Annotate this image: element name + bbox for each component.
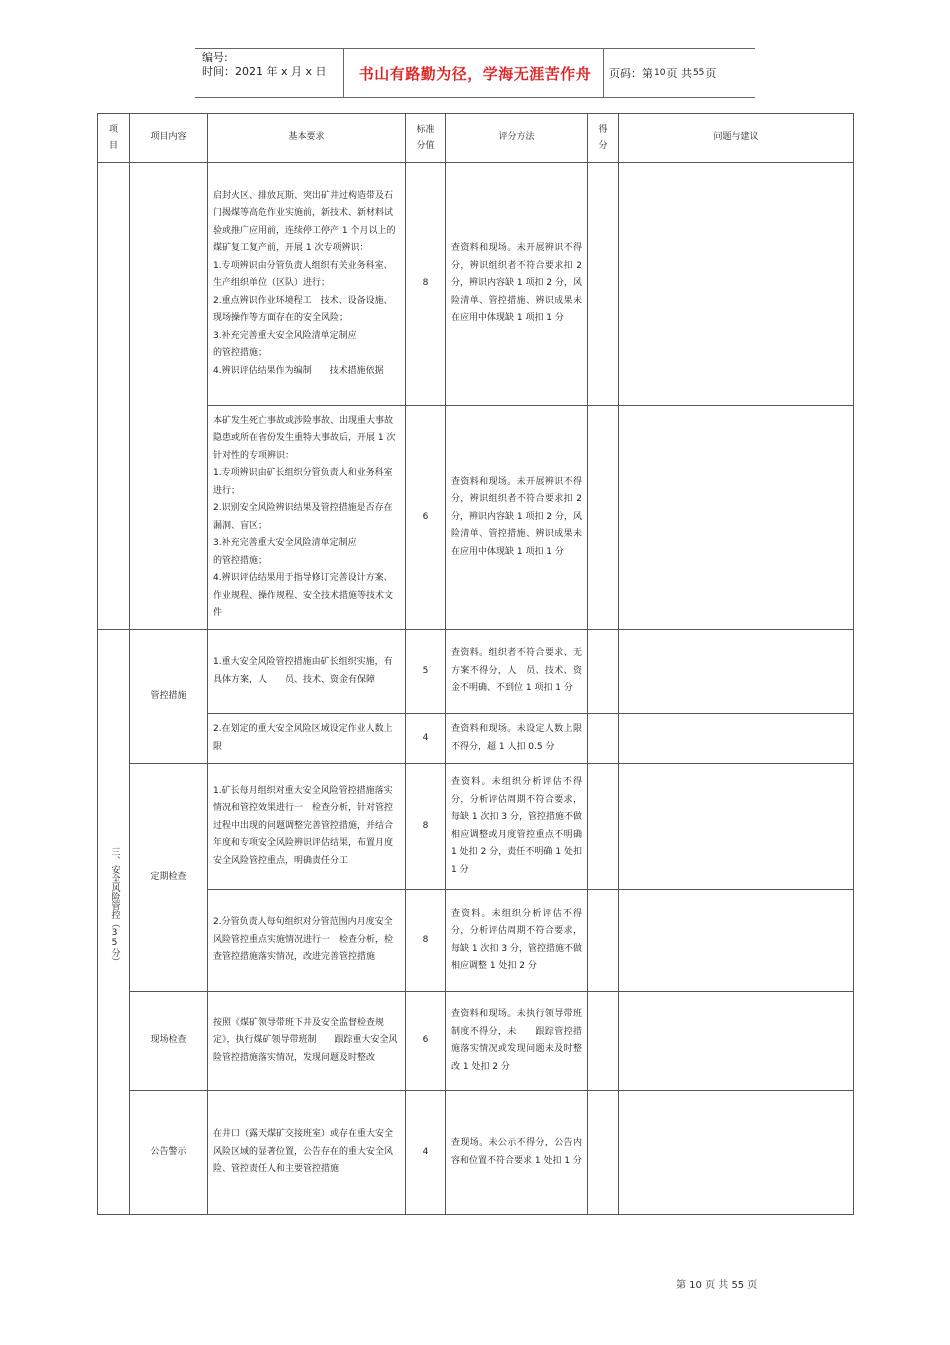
method-cell: 查资料。未组织分析评估不得分，分析评估周期不符合要求，每缺 1 次扣 3 分，管控措施不做相应调整或月度管控重点不明确 1 处扣 2 分，责任不明确 1 处扣 1 分	[446, 764, 588, 890]
content-cell: 公告警示	[130, 1091, 208, 1215]
score-cell: 6	[406, 992, 446, 1091]
requirement-cell: 1.重大安全风险管控措施由矿长组织实施，有具体方案，人 员、技术、资金有保障	[208, 630, 406, 714]
got-cell	[588, 714, 619, 764]
score-cell: 6	[406, 406, 446, 630]
requirement-cell: 1.矿长每月组织对重大安全风险管控措施落实情况和管控效果进行一 检查分析，针对管控过程中出现的问题调整完善管控措施，并结合年度和专项安全风险辨识评估结果，布置月度安全风险管控重点，明确责任分工	[208, 764, 406, 890]
got-cell	[588, 1091, 619, 1215]
item-cell	[98, 163, 130, 630]
issues-cell	[619, 630, 854, 714]
header-page-number: 页码：第 10 页 共 55 页	[609, 67, 717, 80]
table-row	[98, 163, 854, 406]
header-content: 项目内容	[130, 114, 208, 163]
got-cell	[588, 163, 619, 406]
section-title: 三、安全风险管控（35分）	[109, 847, 120, 966]
score-cell: 5	[406, 630, 446, 714]
header-item: 项目	[98, 114, 130, 163]
issues-cell	[619, 992, 854, 1091]
scoring-table	[97, 113, 854, 1215]
header-motto: 书山有路勤为径，学海无涯苦作舟	[358, 64, 592, 83]
issues-cell	[619, 714, 854, 764]
method-cell: 查资料和现场。未执行领导带班制度不得分，未 跟踪管控措施落实情况或发现问题未及时整改 1 处扣 2 分	[446, 992, 588, 1091]
table-row	[98, 992, 854, 1091]
header-method: 评分方法	[446, 114, 588, 163]
content-cell: 定期检查	[130, 764, 208, 992]
method-cell: 查现场。未公示不得分，公告内容和位置不符合要求 1 处扣 1 分	[446, 1091, 588, 1215]
issues-cell	[619, 163, 854, 406]
got-cell	[588, 890, 619, 992]
page-header	[195, 48, 755, 98]
header-got: 得分	[588, 114, 619, 163]
page-total: 55	[692, 68, 705, 78]
page-footer: 第 10 页 共 55 页	[676, 1280, 758, 1291]
table-row	[98, 764, 854, 890]
table-row	[98, 890, 854, 992]
score-cell: 8	[406, 163, 446, 406]
table-row	[98, 406, 854, 630]
header-divider	[343, 49, 344, 97]
page-number: 10	[654, 68, 666, 78]
issues-cell	[619, 1091, 854, 1215]
requirement-cell: 2.在划定的重大安全风险区域设定作业人数上限	[208, 714, 406, 764]
method-cell: 查资料和现场。未开展辨识不得分，辨识组织者不符合要求扣 2 分，辨识内容缺 1 项扣 2 分，风险清单、管控措施、辨识成果未在应用中体现缺 1 项扣 1 分	[446, 406, 588, 630]
table-row	[98, 1091, 854, 1215]
got-cell	[588, 992, 619, 1091]
score-cell: 8	[406, 890, 446, 992]
content-cell: 管控措施	[130, 630, 208, 764]
method-cell: 查资料。组织者不符合要求、无方案不得分，人 员、技术、资金不明确、不到位 1 项扣 1 分	[446, 630, 588, 714]
requirement-cell: 在井口（露天煤矿交接班室）或存在重大安全风险区域的显著位置，公告存在的重大安全风险、管控责任人和主要管控措施	[208, 1091, 406, 1215]
table-row	[98, 630, 854, 714]
method-cell: 查资料和现场。未开展辨识不得分，辨识组织者不符合要求扣 2 分，辨识内容缺 1 项扣 2 分，风险清单、管控措施、辨识成果未在应用中体现缺 1 项扣 1 分	[446, 163, 588, 406]
issues-cell	[619, 406, 854, 630]
requirement-cell: 2.分管负责人每旬组织对分管范围内月度安全风险管控重点实施情况进行一 检查分析，检查管控措施落实情况，改进完善管控措施	[208, 890, 406, 992]
method-cell: 查资料和现场。未设定人数上限不得分，超 1 人扣 0.5 分	[446, 714, 588, 764]
got-cell	[588, 764, 619, 890]
table-header-row	[98, 114, 854, 163]
score-cell: 8	[406, 764, 446, 890]
got-cell	[588, 630, 619, 714]
code-label: 编号:	[202, 51, 228, 64]
score-cell: 4	[406, 1091, 446, 1215]
header-requirement: 基本要求	[208, 114, 406, 163]
header-divider	[603, 49, 604, 97]
header-issues: 问题与建议	[619, 114, 854, 163]
header-meta	[202, 51, 342, 79]
item-section-cell	[98, 630, 130, 1215]
got-cell	[588, 406, 619, 630]
score-cell: 4	[406, 714, 446, 764]
issues-cell	[619, 764, 854, 890]
table-row	[98, 714, 854, 764]
content-cell: 现场检查	[130, 992, 208, 1091]
header-score: 标准分值	[406, 114, 446, 163]
content-cell	[130, 163, 208, 630]
requirement-cell: 按照《煤矿领导带班下井及安全监督检查规定》，执行煤矿领导带班制 跟踪重大安全风险管控措施落实情况，发现问题及时整改	[208, 992, 406, 1091]
issues-cell	[619, 890, 854, 992]
date-label: 时间：2021 年 x 月 x 日	[202, 65, 327, 78]
requirement-cell: 本矿发生死亡事故或涉险事故、出现重大事故隐患或所在省份发生重特大事故后，开展 1 次针对性的专项辨识： 1.专项辨识由矿长组织分管负责人和业务科室进行； 2.识别安全风险辨识结果及管控措施是否存在漏洞、盲区； 3.补充完善重大安全风险清单定制应 的管控措施； 4.辨识评估结果用于指导修订完善设计方案、作业规程、操作规程、安全技术措施等技术文件	[208, 406, 406, 630]
method-cell: 查资料。未组织分析评估不得分，分析评估周期不符合要求，每缺 1 次扣 3 分，管控措施不做相应调整 1 处扣 2 分	[446, 890, 588, 992]
requirement-cell: 启封火区、排放瓦斯、突出矿井过构造带及石门揭煤等高危作业实施前，新技术、新材料试验或推广应用前，连续停工停产 1 个月以上的煤矿复工复产前，开展 1 次专项辨识： 1.专项辨识由分管负责人组织有关业务科室、生产组织单位（区队）进行； 2.重点辨识作业环境程工 技术、设备设施、现场操作等方面存在的安全风险； 3.补充完善重大安全风险清单定制应 的管控措施； 4.辨识评估结果作为编制 技术措施依据	[208, 163, 406, 406]
